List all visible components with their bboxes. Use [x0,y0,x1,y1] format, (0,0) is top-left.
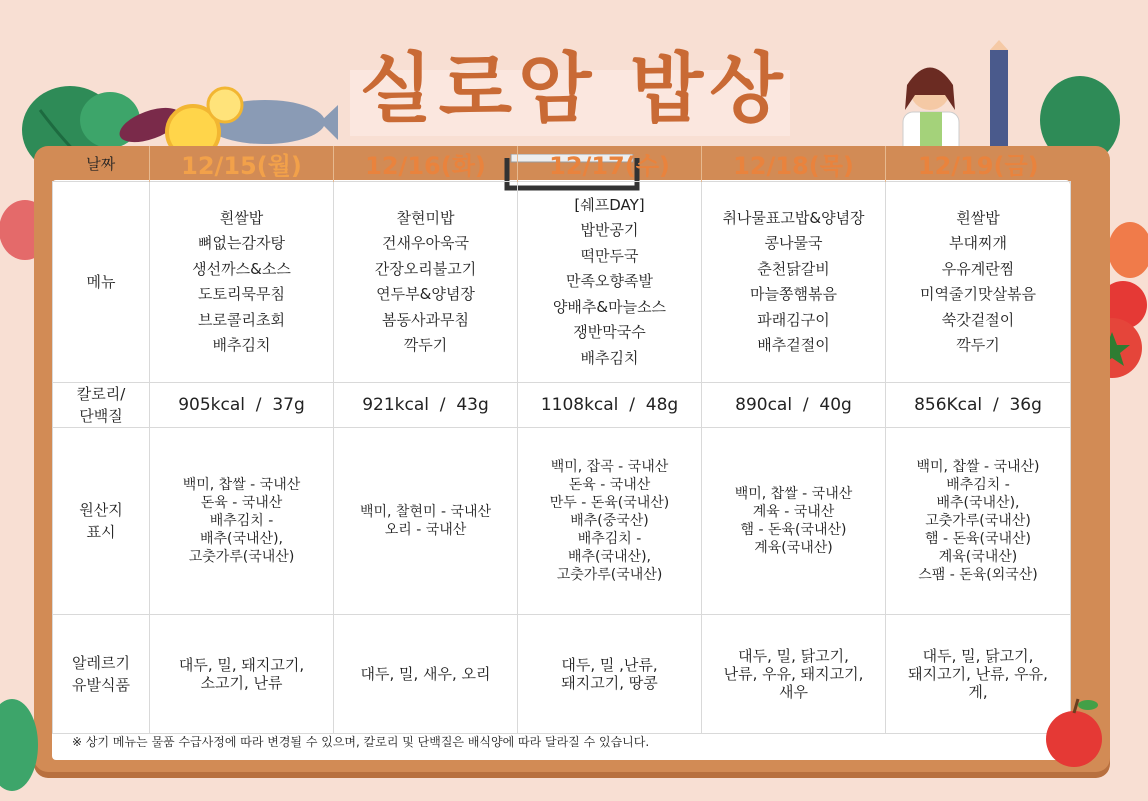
cell-line: 백미, 찹쌀 - 국내산) [916,459,1040,475]
cell-line: 미역줄기맛살볶음 [920,285,1036,303]
cell-line: 대두, 밀, 닭고기, [738,647,849,665]
origin-label-line: 원산지 [79,501,123,519]
origin-cell [150,428,334,615]
allergy-label-line: 알레르기 [72,654,130,672]
cell-line: 고춧가루(국내산) [188,549,295,565]
cell-line: 건새우아욱국 [382,234,469,252]
calorie-cell: 890cal / 40g [702,383,886,428]
cell-line: 새우 [779,683,808,701]
origin-label-line: 표시 [86,523,116,541]
cell-line: 햄 - 돈육(국내산) [924,531,1032,547]
cell-line: 소고기, 난류 [200,674,283,692]
origin-cell [518,428,702,615]
cell-line: 춘천닭갈비 [757,259,830,278]
cell-line: 난류, 우유, 돼지고기, [723,665,864,683]
menu-cell [518,182,702,383]
cell-line: 쟁반막국수 [573,323,646,342]
cell-line: 돼지고기, 땅콩 [561,674,658,692]
cell-line: 양배추&마늘소스 [552,297,667,316]
origin-cell [886,428,1071,615]
cell-line: 배추(국내산), [200,531,283,547]
calorie-cell: 921kcal / 43g [334,383,518,428]
cell-line: 떡만두국 [580,246,639,265]
cell-line: 뼈없는감자탕 [198,234,285,252]
leaf-illustration-bottom-left [0,690,40,801]
cell-line: 브로콜리초회 [198,310,285,329]
cell-line: 게, [968,683,988,701]
cell-line: 흰쌀밥 [219,208,264,227]
calorie-row [53,383,1071,428]
cell-line: 배추(국내산), [568,549,651,565]
cell-line: 쑥갓겉절이 [941,310,1015,329]
cell-line: 계육 - 국내산 [752,504,835,520]
calorie-label-line: 단백질 [79,407,123,425]
menu-cell [150,182,334,383]
cell-line: 찰현미밥 [396,208,455,227]
cell-line: 간장오리불고기 [374,259,477,278]
cell-line: 돼지고기, 난류, 우유, [908,665,1048,683]
calorie-label [53,383,150,428]
cell-line: 연두부&양념장 [376,285,475,303]
date-row [53,146,1071,182]
cell-line: 부대찌개 [949,234,1007,252]
menu-row [53,182,1071,383]
menu-cell [334,182,518,383]
cell-line: 오리 - 국내산 [384,522,467,538]
date-header: 12/17(수) [518,146,702,182]
apple-illustration [1040,695,1110,770]
menu-label [53,182,150,383]
cell-line: 배추(중국산) [570,513,649,529]
menu-cell [886,182,1071,383]
allergy-cell [518,615,702,734]
date-header: 12/18(목) [702,146,886,182]
calorie-label-line: 칼로리/ [76,385,126,403]
footnote: ※ 상기 메뉴는 물품 수급사정에 따라 변경될 수 있으며, 칼로리 및 단백질은 배식양에 따라 달라질 수 있습니다. [72,735,650,749]
cell-line: 배추김치 - [577,531,642,547]
cell-line: 만족오향족발 [566,272,653,291]
origin-cell [702,428,886,615]
cell-line: 배추김치 [212,336,271,354]
origin-cell [334,428,518,615]
cell-line: 콩나물국 [764,234,823,252]
cell-line: 백미, 찹쌀 - 국내산 [182,477,301,493]
cell-line: 생선까스&소스 [192,259,291,278]
cell-line: 대두, 밀, 새우, 오리 [360,665,491,683]
menu-label-text: 메뉴 [86,273,116,291]
allergy-cell [334,615,518,734]
cell-line: 봄동사과무침 [382,310,469,329]
allergy-label [53,615,150,734]
cell-line: 깍두기 [403,336,448,354]
origin-label [53,428,150,615]
allergy-cell [702,615,886,734]
cell-line: 대두, 밀 ,난류, [561,656,658,674]
cell-line: 고춧가루(국내산) [925,513,1031,529]
calorie-cell: 856Kcal / 36g [886,383,1071,428]
origin-row [53,428,1071,615]
cell-line: 계육(국내산) [754,540,833,556]
cell-line: 도토리묵무침 [198,285,285,303]
cell-line: 햄 - 돈육(국내산) [740,522,847,538]
calorie-cell: 905kcal / 37g [150,383,334,428]
menu-cell [702,182,886,383]
cell-line: 백미, 찰현미 - 국내산 [359,504,492,520]
cell-line: 계육(국내산) [938,549,1018,565]
date-header: 12/15(월) [150,146,334,182]
page-title: 실로암 밥상 [359,44,789,133]
date-label: 날짜 [53,146,150,182]
allergy-cell [150,615,334,734]
cell-line: 배추겉절이 [757,336,830,354]
date-header: 12/19(금) [917,152,1039,180]
allergy-label-line: 유발식품 [72,676,130,694]
cell-line: 대두, 밀, 닭고기, [922,647,1034,665]
cell-line: 마늘쫑햄볶음 [750,285,837,303]
cell-line: 배추김치 [580,348,639,367]
cell-line: 돈육 - 국내산 [568,477,651,493]
cell-line: 만두 - 돈육(국내산) [549,495,670,511]
cell-line: 고춧가루(국내산) [556,567,663,583]
cell-line: 백미, 찹쌀 - 국내산 [734,486,853,502]
cell-line: 스팸 - 돈육(외국산) [918,567,1038,583]
cell-line: 돈육 - 국내산 [200,495,283,511]
cell-line: 대두, 밀, 돼지고기, [178,656,305,674]
cell-line: 배추김치 - [209,513,274,529]
cell-line: 우유계란찜 [941,259,1015,278]
cell-line: 배추김치 - [946,477,1010,493]
cell-line: 밥반공기 [580,221,639,240]
cell-line: 배추(국내산), [936,495,1020,511]
cell-line: 취나물표고밥&양념장 [722,208,865,227]
cell-line: 파래김구이 [757,310,830,329]
allergy-row [53,615,1071,734]
cell-line: [쉐프DAY] [574,195,645,214]
date-header: 12/16(화) [334,146,518,182]
calorie-cell: 1108kcal / 48g [518,383,702,428]
menu-table [52,146,1071,734]
cell-line: 백미, 잡곡 - 국내산 [550,459,669,475]
cell-line: 흰쌀밥 [956,208,1000,227]
cell-line: 깍두기 [956,336,1000,354]
